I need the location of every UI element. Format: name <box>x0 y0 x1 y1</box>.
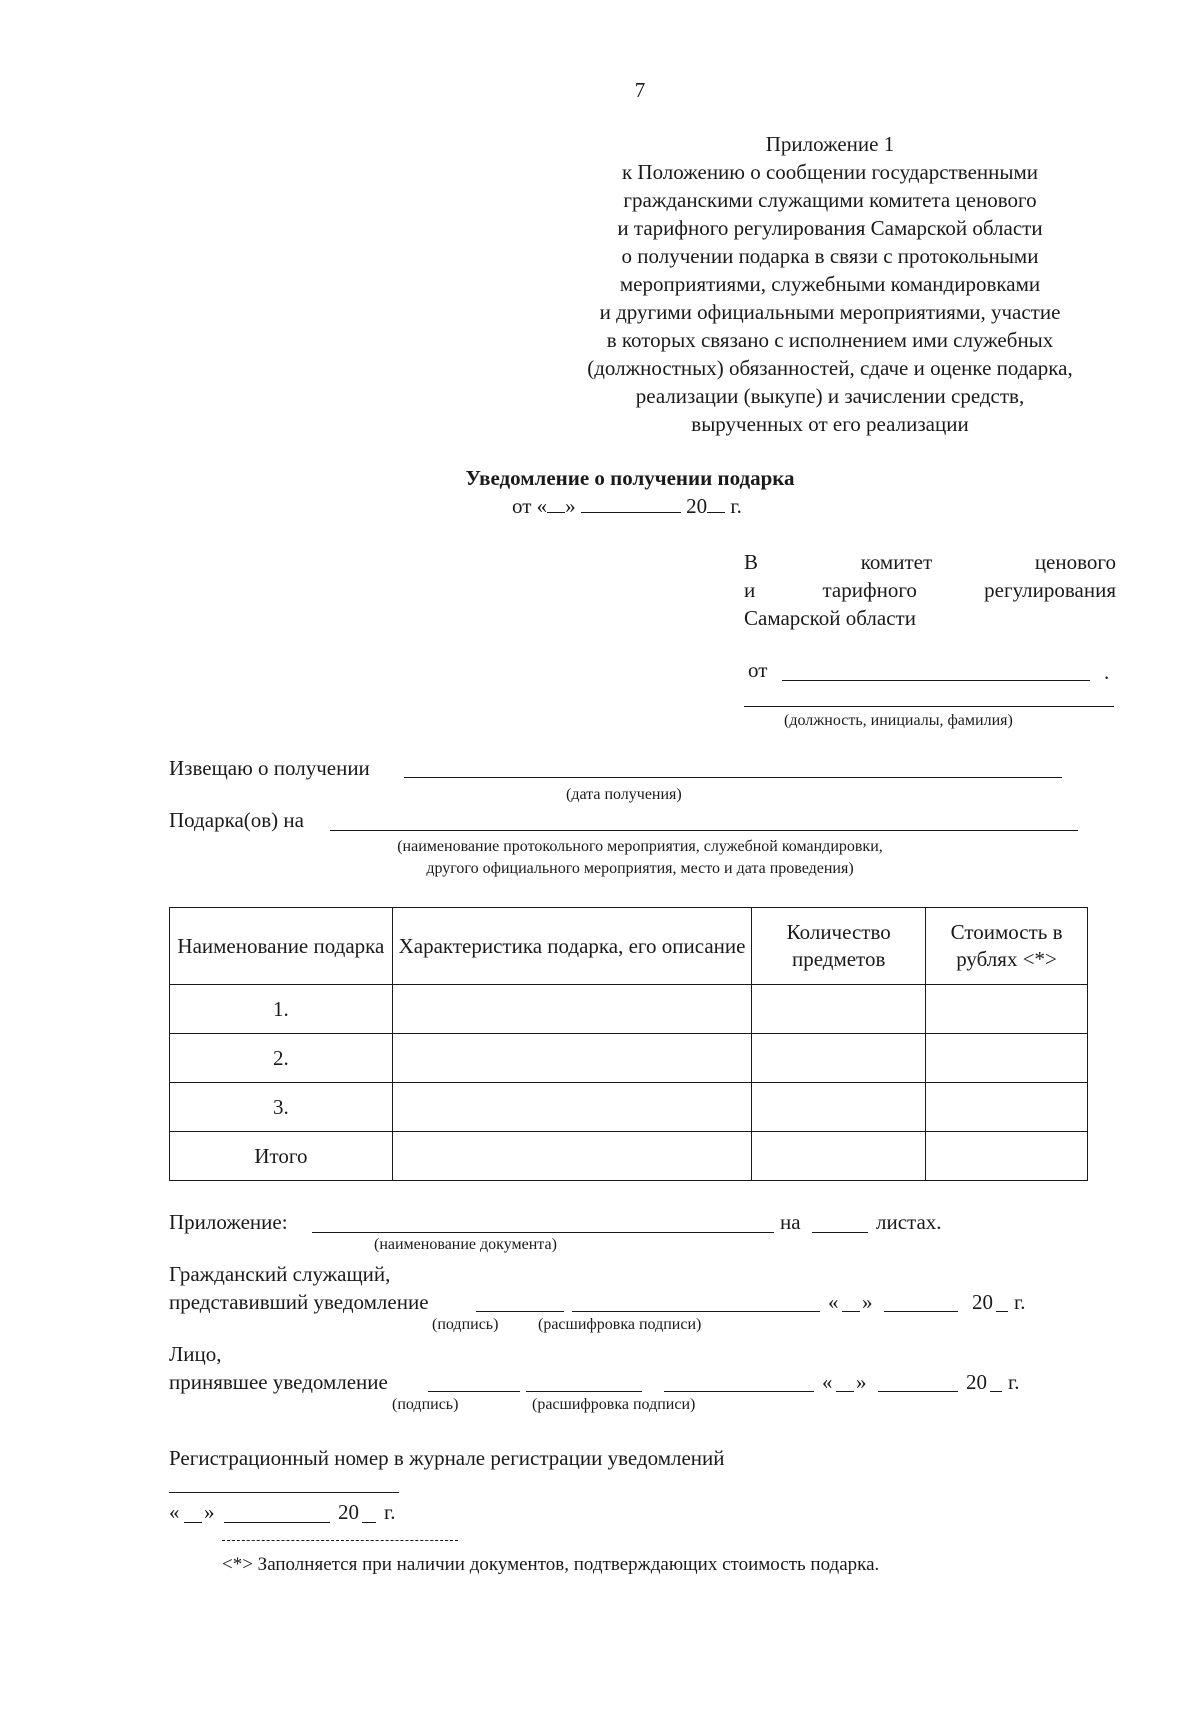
receiver-quote-close: » <box>856 1370 867 1394</box>
receiver-decode-field[interactable] <box>526 1391 642 1392</box>
registration-suffix: г. <box>384 1500 396 1524</box>
table-row <box>170 1083 1088 1132</box>
addressee-word: тарифного <box>822 578 917 602</box>
document-title: Уведомление о получении подарка <box>465 466 795 490</box>
receiver-hint-decode: (расшифровка подписи) <box>532 1396 696 1413</box>
from-hint: (должность, инициалы, фамилия) <box>784 712 1013 729</box>
table-cell[interactable] <box>752 1132 926 1181</box>
receiver-year: 20 <box>966 1370 987 1394</box>
table-row <box>170 1132 1088 1181</box>
servant-line-1: Гражданский служащий, <box>169 1262 391 1286</box>
registration-year-field[interactable] <box>362 1522 376 1523</box>
appendix-line: в которых связано с исполнением ими служебных <box>606 328 1054 352</box>
table-row <box>170 985 1088 1034</box>
title-date <box>512 494 812 519</box>
appendix-line: к Положению о сообщении государственными <box>621 160 1039 184</box>
table-cell[interactable] <box>392 1132 752 1181</box>
received-date-field[interactable] <box>404 777 1062 778</box>
appendix-line: и тарифного регулирования Самарской области <box>617 216 1043 240</box>
servant-month-field[interactable] <box>884 1311 958 1312</box>
footnote-separator <box>222 1540 458 1541</box>
appendix-line: о получении подарка в связи с протокольными <box>621 244 1039 268</box>
servant-quote-close: » <box>862 1290 873 1314</box>
receiver-hint-signature: (подпись) <box>392 1396 459 1413</box>
servant-signature-field[interactable] <box>476 1311 564 1312</box>
row-label: 1. <box>170 985 393 1034</box>
attachment-doc-field[interactable] <box>312 1232 774 1233</box>
servant-decode-field[interactable] <box>572 1311 820 1312</box>
header-gift-description: Характеристика подарка, его описание <box>392 908 752 985</box>
receiver-month-field[interactable] <box>878 1391 958 1392</box>
appendix-block <box>520 130 1140 438</box>
table-cell[interactable] <box>392 1034 752 1083</box>
receiver-year-field[interactable] <box>990 1391 1002 1392</box>
appendix-line: Приложение 1 <box>765 132 895 156</box>
header-cost: Стоимость в рублях <*> <box>926 908 1088 985</box>
table-cell[interactable] <box>752 1083 926 1132</box>
row-label: 2. <box>170 1034 393 1083</box>
appendix-line: гражданскими служащими комитета ценового <box>623 188 1037 212</box>
servant-quote-open: « <box>828 1290 839 1314</box>
month-blank[interactable] <box>581 512 681 513</box>
gifts-table <box>169 907 1088 1181</box>
table-cell[interactable] <box>926 1034 1088 1083</box>
registration-year: 20 <box>338 1500 359 1524</box>
servant-hint-signature: (подпись) <box>432 1316 499 1333</box>
table-row <box>170 1034 1088 1083</box>
receiver-line-1: Лицо, <box>169 1342 222 1366</box>
table-cell[interactable] <box>752 1034 926 1083</box>
header-item-count: Количество предметов <box>752 908 926 985</box>
addressee-line-2 <box>744 576 1116 604</box>
appendix-line: мероприятиями, служебными командировками <box>619 272 1041 296</box>
addressee-word: В <box>744 550 759 574</box>
registration-number-field[interactable] <box>169 1492 399 1493</box>
attachment-hint: (наименование документа) <box>374 1236 557 1253</box>
table-cell[interactable] <box>926 1083 1088 1132</box>
registration-label: Регистрационный номер в журнале регистрации уведомлений <box>169 1446 725 1470</box>
row-label: Итого <box>170 1132 393 1181</box>
appendix-line: вырученных от его реализации <box>691 412 969 436</box>
title-date-suffix: г. <box>730 494 742 518</box>
row-label: 3. <box>170 1083 393 1132</box>
appendix-line: и другими официальными мероприятиями, участие <box>599 300 1061 324</box>
table-cell[interactable] <box>392 1083 752 1132</box>
addressee-word: и <box>744 578 756 602</box>
addressee-word: ценового <box>1034 550 1116 574</box>
registration-quote-open: « <box>169 1500 180 1524</box>
title-date-mid: » <box>565 494 576 518</box>
addressee-word: регулирования <box>984 578 1116 602</box>
addressee-line-3: Самарской области <box>744 606 916 630</box>
registration-quote-close: » <box>204 1500 215 1524</box>
received-hint: (дата получения) <box>566 786 682 803</box>
table-cell[interactable] <box>926 985 1088 1034</box>
receiver-suffix: г. <box>1008 1370 1020 1394</box>
addressee-block <box>744 548 1116 632</box>
table-cell[interactable] <box>752 985 926 1034</box>
appendix-line: реализации (выкупе) и зачислении средств, <box>635 384 1025 408</box>
receiver-line-2: принявшее уведомление <box>169 1370 388 1394</box>
table-cell[interactable] <box>926 1132 1088 1181</box>
from-name-field[interactable] <box>782 680 1090 681</box>
from-name-field-2[interactable] <box>744 706 1114 707</box>
page-number: 7 <box>634 78 646 102</box>
received-label: Извещаю о получении <box>169 756 370 780</box>
receiver-decode-field-2[interactable] <box>664 1391 814 1392</box>
from-label: от <box>748 658 768 682</box>
header-gift-name: Наименование подарка <box>170 908 393 985</box>
table-cell[interactable] <box>392 985 752 1034</box>
appendix-line: (должностных) обязанностей, сдаче и оценке подарка, <box>587 356 1073 380</box>
gifts-label: Подарка(ов) на <box>169 808 304 832</box>
event-field[interactable] <box>330 830 1078 831</box>
footnote: <*> Заполняется при наличии документов, подтверждающих стоимость подарка. <box>222 1554 880 1575</box>
gifts-hint <box>300 836 980 880</box>
attachment-sheets: листах. <box>876 1210 942 1234</box>
receiver-quote-open: « <box>822 1370 833 1394</box>
addressee-line-1 <box>744 548 1116 576</box>
day-blank[interactable] <box>547 512 565 513</box>
year-blank[interactable] <box>707 512 725 513</box>
attachment-on: на <box>780 1210 801 1234</box>
gifts-hint-line: (наименование протокольного мероприятия, служебной командировки, <box>397 838 883 855</box>
servant-line-2: представивший уведомление <box>169 1290 429 1314</box>
gifts-hint-line: другого официального мероприятия, место и дата проведения) <box>426 860 854 877</box>
title-date-year: 20 <box>686 494 708 518</box>
servant-suffix: г. <box>1014 1290 1026 1314</box>
servant-hint-decode: (расшифровка подписи) <box>538 1316 702 1333</box>
servant-year: 20 <box>972 1290 993 1314</box>
attachment-sheets-field[interactable] <box>812 1232 868 1233</box>
addressee-word: комитет <box>860 550 933 574</box>
title-date-prefix: от « <box>512 494 548 518</box>
servant-year-field[interactable] <box>996 1311 1008 1312</box>
registration-month-field[interactable] <box>224 1522 330 1523</box>
from-period: . <box>1104 660 1110 684</box>
attachment-label: Приложение: <box>169 1210 288 1234</box>
receiver-day-field[interactable] <box>836 1391 854 1392</box>
servant-day-field[interactable] <box>842 1311 860 1312</box>
registration-day-field[interactable] <box>184 1522 202 1523</box>
table-header-row <box>170 908 1088 985</box>
receiver-signature-field[interactable] <box>428 1391 520 1392</box>
